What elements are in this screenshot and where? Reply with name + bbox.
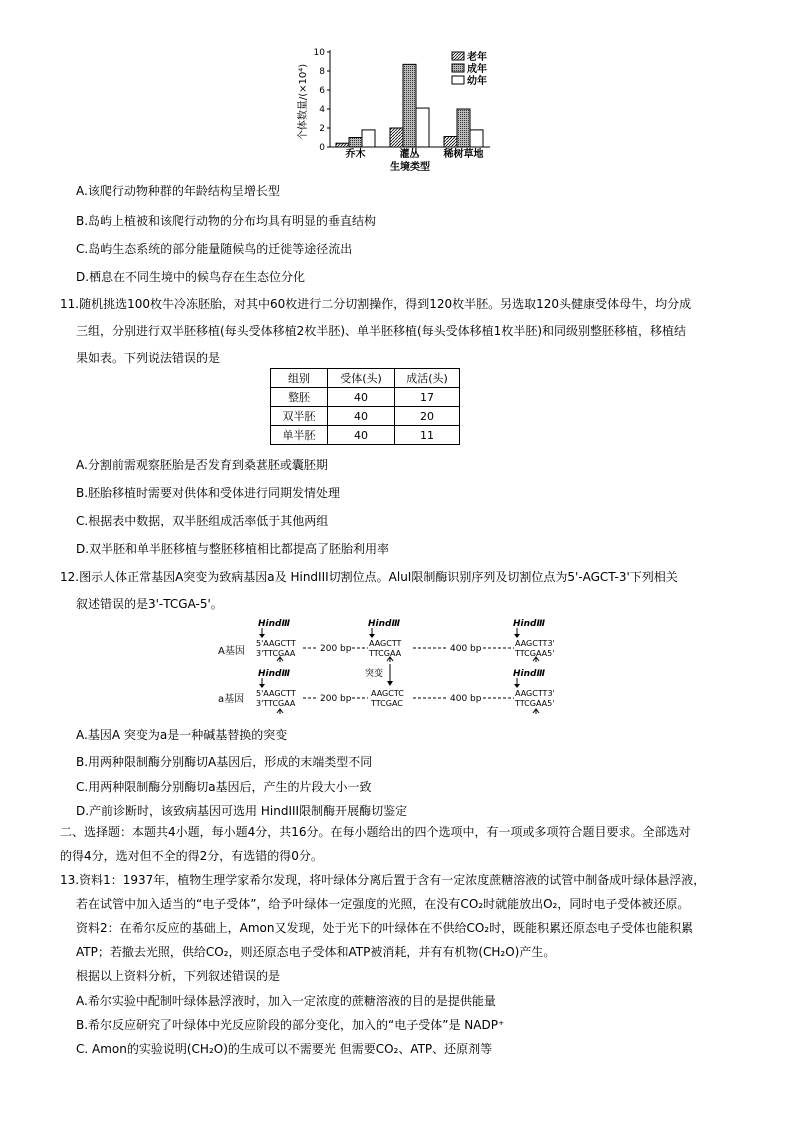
table-header: 成活(头) bbox=[395, 369, 460, 388]
chart-bar-成年-灌丛 bbox=[403, 64, 416, 147]
enzyme-label: HindⅢ bbox=[513, 669, 545, 679]
chart-legend-label: 幼年 bbox=[467, 76, 487, 87]
seq-bottom-right: TTCGAA5' bbox=[515, 699, 555, 708]
q12-option-b: B.用两种限制酶分别酶切A基因后，形成的末端类型不同 bbox=[76, 755, 373, 769]
chart-bar-老年-乔木 bbox=[336, 143, 349, 147]
chart-legend-swatch bbox=[452, 52, 464, 60]
table-header-row bbox=[271, 369, 460, 388]
seq-top-mid: AAGCTT bbox=[369, 639, 402, 648]
q10-option-d: D.栖息在不同生境中的候鸟存在生态位分化 bbox=[76, 270, 306, 284]
seq-top-left: 5'AAGCTT bbox=[256, 689, 296, 698]
seq-bottom-mid: TTCGAA bbox=[369, 649, 402, 658]
chart-bar-成年-稀树草地 bbox=[457, 109, 470, 147]
cut-arrow-icon bbox=[277, 709, 283, 714]
mutation-label: 突变 bbox=[365, 669, 384, 679]
cut-arrow-icon bbox=[533, 709, 539, 714]
chart-y-tick-label: 8 bbox=[319, 67, 325, 77]
enzyme-label: HindⅢ bbox=[258, 669, 290, 679]
hindiii-gene-diagram bbox=[218, 614, 580, 720]
chart-x-axis-label: 生境类型 bbox=[390, 162, 430, 173]
chart-legend-swatch bbox=[452, 64, 464, 72]
table-cell: 双半胚 bbox=[271, 407, 328, 426]
chart-y-tick-label: 2 bbox=[319, 124, 325, 134]
table-cell: 整胚 bbox=[271, 388, 328, 407]
embryo-transfer-table bbox=[270, 368, 460, 445]
enzyme-label: HindⅢ bbox=[258, 619, 290, 629]
seq-top-right: AAGCTT3' bbox=[515, 639, 555, 648]
chart-bar-成年-乔木 bbox=[349, 138, 362, 148]
q13-stem-line-5: 根据以上资料分析，下列叙述错误的是 bbox=[76, 969, 281, 983]
enzyme-label: HindⅢ bbox=[368, 619, 400, 629]
q13-stem-line-4: ATP；若撤去光照，供给CO₂，则还原态电子受体和ATP被消耗，并有有机物(CH₂O)产生。 bbox=[76, 945, 556, 959]
cut-arrow-icon bbox=[514, 684, 520, 688]
chart-y-tick-label: 6 bbox=[319, 86, 325, 96]
table-cell: 11 bbox=[395, 426, 460, 445]
chart-bar-幼年-灌丛 bbox=[416, 108, 429, 147]
seq-bottom-left: 3'TTCGAA bbox=[256, 649, 296, 658]
table-cell: 20 bbox=[395, 407, 460, 426]
cut-arrow-icon bbox=[514, 634, 520, 638]
table-cell: 40 bbox=[328, 426, 395, 445]
chart-x-tick-label: 乔木 bbox=[345, 149, 366, 160]
gene-b-label: a基因 bbox=[218, 694, 245, 705]
gene-a-label: A基因 bbox=[218, 646, 245, 657]
q12-option-a: A.基因A 突变为a是一种碱基替换的突变 bbox=[76, 728, 288, 742]
q11-option-b: B.胚胎移植时需要对供体和受体进行同期发情处理 bbox=[76, 486, 341, 500]
q13-stem-line-2: 若在试管中加入适当的“电子受体”，给予叶绿体一定强度的光照，在没有CO₂时就能放出O₂，同时电子受体被还原。 bbox=[76, 897, 690, 911]
q13-stem-line-3: 资料2：在希尔反应的基础上，Amon又发现，处于光下的叶绿体在不供给CO₂时，既能积累还原态电子受体也能积累 bbox=[76, 921, 694, 935]
seq-top-left: 5'AAGCTT bbox=[256, 639, 296, 648]
chart-legend-label: 成年 bbox=[467, 64, 487, 75]
chart-bar-老年-稀树草地 bbox=[444, 137, 457, 147]
seq-bottom-left: 3'TTCGAA bbox=[256, 699, 296, 708]
table-cell: 40 bbox=[328, 388, 395, 407]
q12-option-c: C.用两种限制酶分别酶切a基因后，产生的片段大小一致 bbox=[76, 780, 372, 794]
chart-bar-老年-灌丛 bbox=[390, 128, 403, 147]
q13-option-a: A.希尔实验中配制叶绿体悬浮液时，加入一定浓度的蔗糖溶液的目的是提供能量 bbox=[76, 994, 496, 1008]
chart-y-tick-label: 4 bbox=[319, 105, 325, 115]
chart-y-tick-label: 0 bbox=[319, 143, 325, 153]
length-label: 400 bp bbox=[450, 644, 482, 654]
table-row bbox=[271, 407, 460, 426]
section-2-heading-line-2: 的得4分，选对但不全的得2分，有选错的得0分。 bbox=[60, 849, 323, 863]
age-structure-bar-chart bbox=[290, 44, 510, 176]
chart-y-axis-label: 个体数量/(×10⁴) bbox=[298, 63, 309, 141]
q11-option-c: C.根据表中数据，双半胚组成活率低于其他两组 bbox=[76, 514, 329, 528]
table-header: 受体(头) bbox=[328, 369, 395, 388]
q13-option-b: B.希尔反应研究了叶绿体中光反应阶段的部分变化，加入的“电子受体”是 NADP⁺ bbox=[76, 1018, 505, 1032]
q11-stem-line-1: 11.随机挑选100枚牛冷冻胚胎，对其中60枚进行二分切割操作，得到120枚半胚。另选取120头健康受体母牛，均分成 bbox=[60, 297, 692, 311]
q10-option-a: A.该爬行动物种群的年龄结构呈增长型 bbox=[76, 184, 280, 198]
chart-bar-幼年-乔木 bbox=[362, 130, 375, 147]
chart-legend bbox=[452, 50, 487, 87]
chart-legend-swatch bbox=[452, 76, 464, 84]
q11-stem-line-2: 三组，分别进行双半胚移植(每头受体移植2枚半胚)、单半胚移植(每头受体移植1枚半胚)和同级别整胚移植，移植结 bbox=[76, 324, 687, 338]
q12-stem-line-1: 12.图示人体正常基因A突变为致病基因a及 HindIII切割位点。AluⅠ限制酶识别序列及切割位点为5'-AGCT-3'下列相关 bbox=[60, 570, 678, 584]
chart-legend-label: 老年 bbox=[467, 52, 487, 63]
mutant-seq-top: AAGCTC bbox=[371, 689, 404, 698]
q11-stem-line-3: 果如表。下列说法错误的是 bbox=[76, 351, 221, 365]
q12-stem-line-2: 叙述错误的是3'-TCGA-5'。 bbox=[76, 597, 223, 611]
mutation-arrow-icon bbox=[387, 681, 393, 686]
chart-x-tick-label: 稀树草地 bbox=[443, 149, 484, 160]
q11-option-d: D.双半胚和单半胚移植与整胚移植相比都提高了胚胎利用率 bbox=[76, 542, 390, 556]
table-row bbox=[271, 426, 460, 445]
table-header: 组别 bbox=[271, 369, 328, 388]
enzyme-label: HindⅢ bbox=[513, 619, 545, 629]
section-2-heading-line-1: 二、选择题：本题共4小题，每小题4分，共16分。在每小题给出的四个选项中，有一项或多项符合题目要求。全部选对 bbox=[60, 825, 691, 839]
q10-option-c: C.岛屿生态系统的部分能量随候鸟的迁徙等途径流出 bbox=[76, 242, 353, 256]
length-label: 400 bp bbox=[450, 694, 482, 704]
table-cell: 17 bbox=[395, 388, 460, 407]
chart-bar-幼年-稀树草地 bbox=[470, 130, 483, 147]
table-row bbox=[271, 388, 460, 407]
q10-option-b: B.岛屿上植被和该爬行动物的分布均具有明显的垂直结构 bbox=[76, 214, 377, 228]
seq-top-right: AAGCTT3' bbox=[515, 689, 555, 698]
cut-arrow-icon bbox=[369, 634, 375, 638]
table-cell: 40 bbox=[328, 407, 395, 426]
length-label: 200 bp bbox=[320, 644, 352, 654]
chart-y-tick-label: 10 bbox=[313, 48, 325, 58]
cut-arrow-icon bbox=[259, 684, 265, 688]
q12-option-d: D.产前诊断时，该致病基因可选用 HindIII限制酶开展酶切鉴定 bbox=[76, 804, 408, 818]
mutant-seq-bottom: TTCGAC bbox=[371, 699, 403, 708]
table-cell: 单半胚 bbox=[271, 426, 328, 445]
cut-arrow-icon bbox=[259, 634, 265, 638]
q11-option-a: A.分割前需观察胚胎是否发育到桑葚胚或囊胚期 bbox=[76, 458, 328, 472]
chart-x-tick-label: 灌丛 bbox=[399, 149, 420, 160]
q13-option-c: C. Amon的实验说明(CH₂O)的生成可以不需要光 但需要CO₂、ATP、还原剂等 bbox=[76, 1042, 493, 1056]
q13-stem-line-1: 13.资料1：1937年，植物生理学家希尔发现，将叶绿体分离后置于含有一定浓度蔗糖溶液的试管中制备成叶绿体悬浮液， bbox=[60, 873, 706, 887]
length-label: 200 bp bbox=[320, 694, 352, 704]
seq-bottom-right: TTCGAA5' bbox=[515, 649, 555, 658]
